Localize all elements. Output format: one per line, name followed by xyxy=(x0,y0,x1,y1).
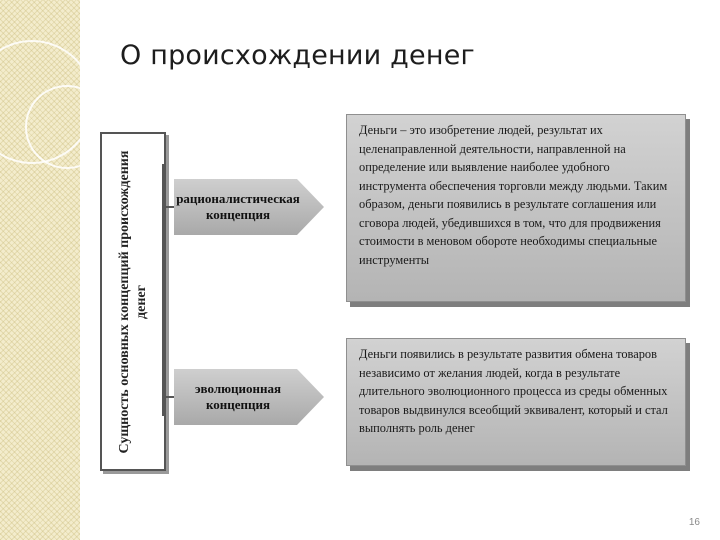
evolutionary-concept-description: Деньги появились в результате развития обмена товаров независимо от желания людей, когда в результате длительного эволюционного процесса из среды обменных товаров выдвинулся всеобщий эквивалент, который и стал выполнять роль денег xyxy=(346,338,686,466)
decorative-circle xyxy=(25,85,109,169)
evolutionary-concept-label: эволюционная концепция xyxy=(194,381,282,412)
diagram-connector-line xyxy=(162,164,164,416)
rationalist-concept-label: рационалистическая концепция xyxy=(176,191,300,222)
root-concept-label: Сущность основных концепций происхождения денег xyxy=(117,150,149,453)
rationalist-concept-description: Деньги – это изобретение людей, результат их целенаправленной деятельности, направленной на определение или выявление наиболее удобного инструмента обеспечения торговли между людьми. Таким образом, деньги появились в результате соглашения или сговора людей, убедившихся в том, что для продвижения стоимости в меновом обороте необходимы специальные инструменты xyxy=(346,114,686,302)
connector-rationalist xyxy=(162,206,174,208)
slide-number: 16 xyxy=(688,517,700,528)
connector-evolutionary xyxy=(162,396,174,398)
root-concept-box xyxy=(100,132,166,471)
slide-title: О происхождении денег xyxy=(120,40,475,71)
